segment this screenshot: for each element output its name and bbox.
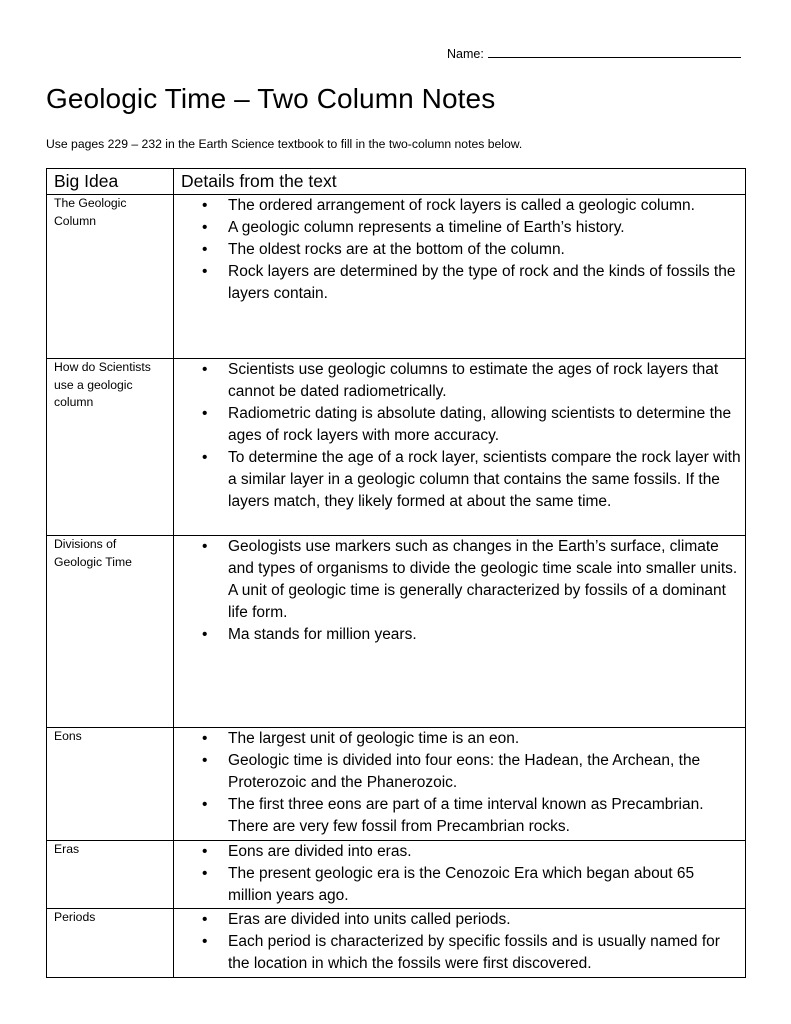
details-list [174,536,745,646]
detail-item: • Radiometric dating is absolute dating, allowing scientists to determine the ages of rock layers with more accuracy. [228,403,741,447]
name-blank-line[interactable] [488,46,741,58]
instructions: Use pages 229 – 232 in the Earth Science textbook to fill in the two-column notes below. [46,137,523,151]
detail-item: • To determine the age of a rock layer, scientists compare the rock layer with a similar layer in a geologic column that contains the same fossils. If the layers match, they likely formed at about the same time. [228,447,741,513]
two-column-notes-table [46,168,746,978]
table-row [47,195,746,359]
detail-item: • Ma stands for million years. [228,624,741,646]
big-idea-cell: Eons [47,728,174,841]
detail-item: • Eras are divided into units called periods. [228,909,741,931]
detail-item: • Geologic time is divided into four eons: the Hadean, the Archean, the Proterozoic and the Phanerozoic. [228,750,741,794]
detail-item: • Rock layers are determined by the type of rock and the kinds of fossils the layers contain. [228,261,741,305]
detail-item: • Geologists use markers such as changes in the Earth’s surface, climate and types of organisms to divide the geologic time scale into smaller units. A unit of geologic time is generally characterized by fossils of a dominant life form. [228,536,741,624]
big-idea-cell: The Geologic Column [47,195,174,359]
table-row [47,359,746,536]
table-row [47,536,746,728]
page-title: Geologic Time – Two Column Notes [46,83,496,114]
name-label: Name: [447,47,484,61]
detail-item: • The present geologic era is the Cenozoic Era which began about 65 million years ago. [228,863,741,907]
name-field[interactable] [447,46,741,61]
details-list [174,359,745,513]
detail-item: • Each period is characterized by specific fossils and is usually named for the location in which the fossils were first discovered. [228,931,741,975]
big-idea-cell: Divisions of Geologic Time [47,536,174,728]
detail-item: • The first three eons are part of a time interval known as Precambrian. There are very few fossil from Precambrian rocks. [228,794,741,838]
big-idea-cell: Periods [47,909,174,978]
table-row [47,909,746,978]
details-cell [174,359,746,536]
big-idea-cell: Eras [47,841,174,909]
details-cell [174,909,746,978]
details-cell [174,728,746,841]
detail-item: • Scientists use geologic columns to estimate the ages of rock layers that cannot be dated radiometrically. [228,359,741,403]
details-list [174,728,745,838]
big-idea-cell: How do Scientists use a geologic column [47,359,174,536]
detail-item: • The largest unit of geologic time is an eon. [228,728,741,750]
table-row [47,728,746,841]
details-list [174,909,745,975]
details-cell [174,536,746,728]
detail-item: • A geologic column represents a timeline of Earth’s history. [228,217,741,239]
details-cell [174,195,746,359]
details-list [174,195,745,305]
column-header-details: Details from the text [174,169,746,195]
detail-item: • The ordered arrangement of rock layers is called a geologic column. [228,195,741,217]
column-header-big-idea: Big Idea [47,169,174,195]
detail-item: • The oldest rocks are at the bottom of the column. [228,239,741,261]
table-row [47,841,746,909]
details-cell [174,841,746,909]
detail-item: • Eons are divided into eras. [228,841,741,863]
details-list [174,841,745,907]
table-header-row [47,169,746,195]
